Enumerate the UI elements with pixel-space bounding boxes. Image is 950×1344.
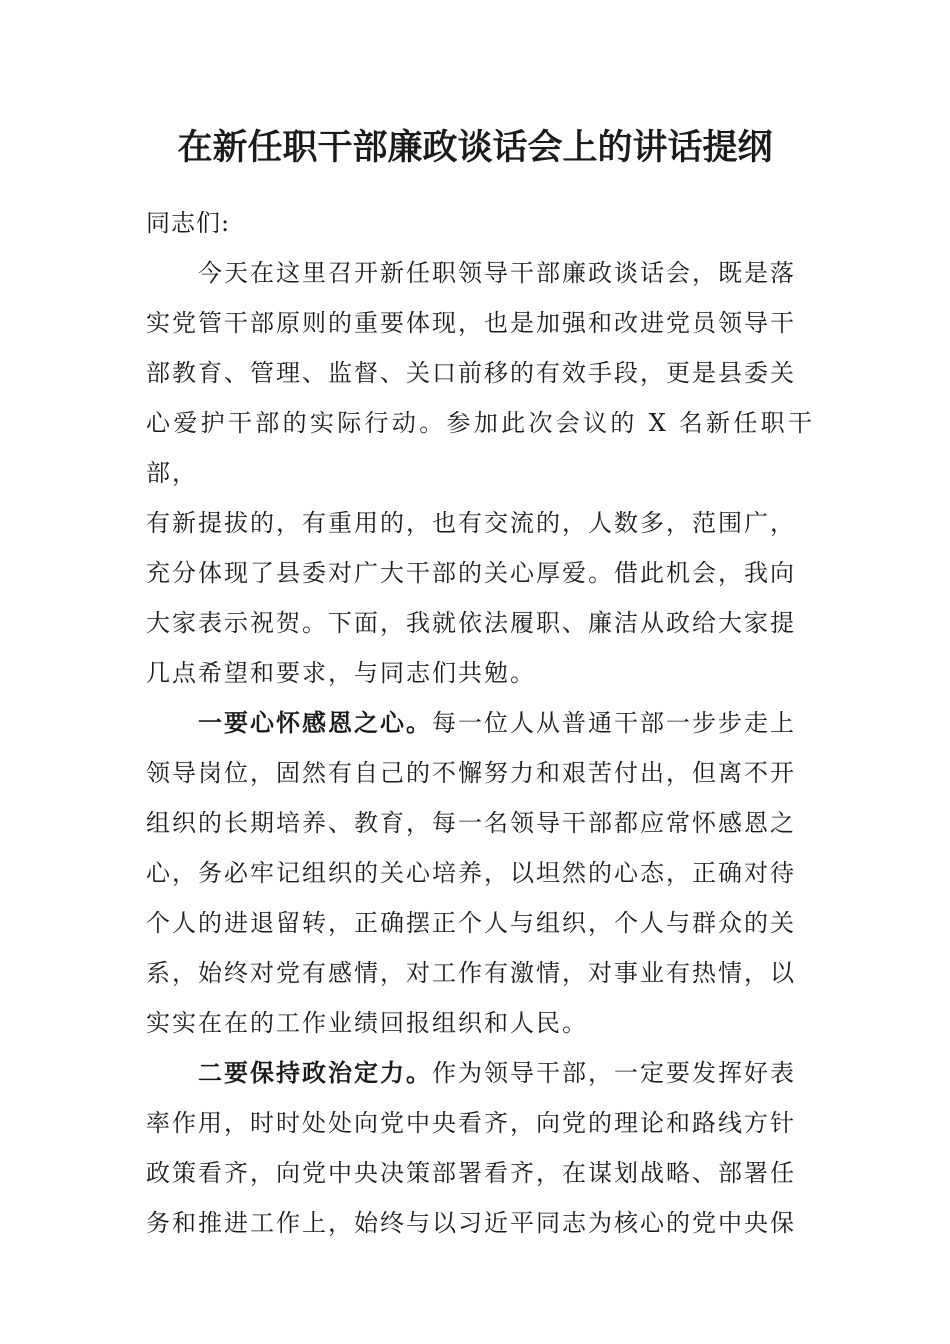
text-line bbox=[146, 698, 814, 748]
paragraph-political-resolve bbox=[146, 1048, 814, 1248]
text-line: 政策看齐，向党中央决策部署看齐，在谋划战略、部署任 bbox=[146, 1159, 796, 1187]
text-line bbox=[146, 1048, 814, 1098]
document-body bbox=[146, 198, 814, 1248]
text-line: 率作用，时时处处向党中央看齐，向党的理论和路线方针 bbox=[146, 1109, 796, 1137]
section-lead-heading: 一要心怀感恩之心。 bbox=[198, 708, 432, 737]
document-title: 在新任职干部廉政谈话会上的讲话提纲 bbox=[177, 127, 773, 168]
paragraph-intro bbox=[146, 248, 814, 698]
text-line: 部教育、管理、监督、关口前移的有效手段，更是县委关 bbox=[146, 359, 796, 387]
text-line: 系，始终对党有感情，对工作有激情，对事业有热情，以 bbox=[146, 959, 796, 987]
salutation: 同志们: bbox=[146, 209, 231, 237]
text-line: 领导岗位，固然有自己的不懈努力和艰苦付出，但离不开 bbox=[146, 759, 796, 787]
text-line: 实党管干部原则的重要体现，也是加强和改进党员领导干 bbox=[146, 309, 796, 337]
paragraph-gratitude bbox=[146, 698, 814, 1048]
text-line: 几点希望和要求，与同志们共勉。 bbox=[146, 659, 536, 687]
text-line: 个人的进退留转，正确摆正个人与组织，个人与群众的关 bbox=[146, 909, 796, 937]
text-line: 充分体现了县委对广大干部的关心厚爱。借此机会，我向 bbox=[146, 559, 796, 587]
text-line: 有新提拔的，有重用的，也有交流的，人数多，范围广， bbox=[146, 509, 796, 537]
text-line: 大家表示祝贺。下面，我就依法履职、廉洁从政给大家提 bbox=[146, 609, 796, 637]
text-line: 今天在这里召开新任职领导干部廉政谈话会，既是落 bbox=[198, 259, 796, 287]
text-line: 务和推进工作上，始终与以习近平同志为核心的党中央保 bbox=[146, 1209, 796, 1237]
text-line: 实实在在的工作业绩回报组织和人民。 bbox=[146, 1009, 588, 1037]
text-run: 作为领导干部，一定要发挥好表 bbox=[432, 1059, 796, 1087]
text-line: 组织的长期培养、教育，每一名领导干部都应常怀感恩之 bbox=[146, 809, 796, 837]
text-run: 每一位人从普通干部一步步走上 bbox=[432, 709, 796, 737]
section-lead-heading: 二要保持政治定力。 bbox=[198, 1058, 432, 1087]
text-line: 心，务必牢记组织的关心培养，以坦然的心态，正确对待 bbox=[146, 859, 796, 887]
text-line: 心爱护干部的实际行动。参加此次会议的 X 名新任职干部， bbox=[146, 409, 814, 487]
